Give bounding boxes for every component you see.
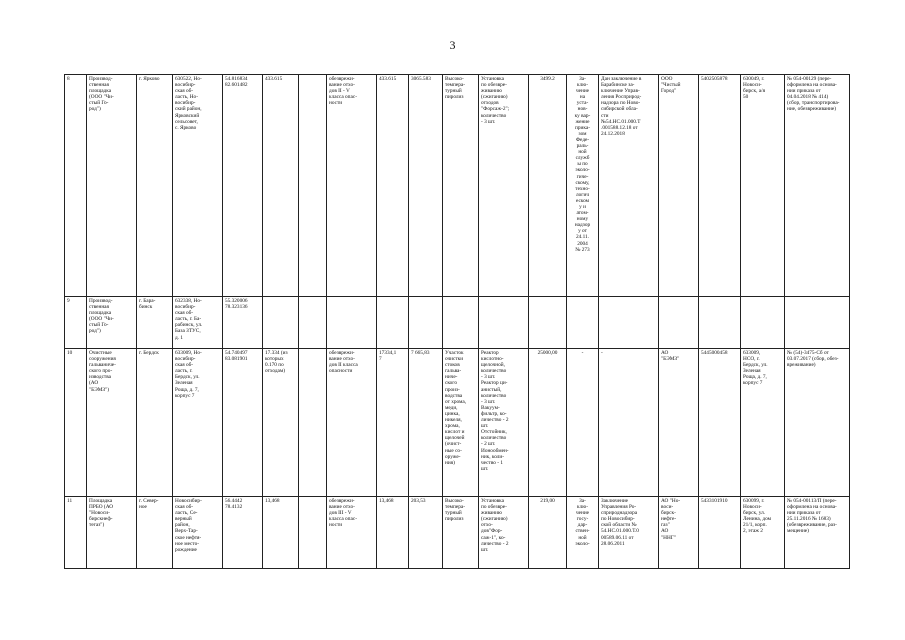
table-cell: - bbox=[599, 349, 659, 497]
table-cell: АО "БЭМЗ" bbox=[659, 349, 699, 497]
table-cell: 17.334 (из которых 0.170 по отходам) bbox=[263, 349, 299, 497]
table-cell: 5433101910 bbox=[699, 497, 741, 569]
table-cell bbox=[299, 297, 327, 349]
table-cell bbox=[567, 297, 599, 349]
facilities-table bbox=[64, 74, 850, 569]
table-cell bbox=[529, 297, 567, 349]
table-row bbox=[65, 75, 850, 297]
table-cell bbox=[263, 297, 299, 349]
table-cell bbox=[785, 297, 850, 349]
table-cell bbox=[409, 297, 443, 349]
table-cell: Площадка ПРБО (АО "Новоси- бирскнеф- тегаз") bbox=[87, 497, 137, 569]
table-cell bbox=[659, 297, 699, 349]
table-cell bbox=[443, 297, 479, 349]
table-cell: Высоко- темпера- турный пиролиз bbox=[443, 75, 479, 297]
table-cell: Высоко- темпера- турный пиролиз bbox=[443, 497, 479, 569]
table-cell: 13,468 bbox=[263, 497, 299, 569]
table-cell: Производ- ственная площадка (ООО "Чи- стый Го- род") bbox=[87, 297, 137, 349]
table-cell: Установка по обезвре- живанию (сжиганию) отходов "Форсаж-2"; количество - 3 шт. bbox=[479, 75, 529, 297]
table-cell: Установка по обезвре- живанию (сжиганию) отхо- дов"Фор- саж-1", ко- личество - 2 шт. bbox=[479, 497, 529, 569]
table-cell: г. Бара- бинск bbox=[137, 297, 173, 349]
table-cell: 5445000458 bbox=[699, 349, 741, 497]
table-cell: ООО "Чистый Город" bbox=[659, 75, 699, 297]
table-cell: За- клю- чение госу- дар- ствен- ной эколо- bbox=[567, 497, 599, 569]
table-cell: 11 bbox=[65, 497, 87, 569]
table-cell: № 054-00113/П (пере- оформлена на основа- нии приказа от 25.11.2016 № 1683) (обезвреживание, раз- мещение) bbox=[785, 497, 850, 569]
table-cell bbox=[299, 75, 327, 297]
table-cell: обезврежи- вание отхо- дов II класса опасности bbox=[327, 349, 377, 497]
table-cell: АО "Но- воси- бирск- нефте- газ" АО "ННГ" bbox=[659, 497, 699, 569]
table-cell bbox=[599, 297, 659, 349]
table-cell: г. Ярково bbox=[137, 75, 173, 297]
table-cell: 54.740497 83.081901 bbox=[223, 349, 263, 497]
table-cell bbox=[741, 297, 785, 349]
table-cell bbox=[299, 349, 327, 497]
table-cell: 3065.583 bbox=[409, 75, 443, 297]
table-row bbox=[65, 497, 850, 569]
table-cell: 9 bbox=[65, 297, 87, 349]
table-cell: 633009, Но- восибир- ская об- ласть, г. Бердск, ул. Зеленая Роща, д. 7, корпус 7 bbox=[173, 349, 223, 497]
table-row bbox=[65, 349, 850, 497]
table-cell: Производ- ственная площадка (ООО "Чи- стый Го- род") bbox=[87, 75, 137, 297]
table-cell: 203,53 bbox=[409, 497, 443, 569]
table-cell: № (54)-3475-Сб от 03.07.2017 (сбор, обез- вреживание) bbox=[785, 349, 850, 497]
table-cell: 3499.2 bbox=[529, 75, 567, 297]
table-cell: Заключение Управления Ро- сприроднадзора по Новосибир- ской области № 54.НС.01.000.Т.0 00589.06.11 от 28.06.2011 bbox=[599, 497, 659, 569]
table-cell: 630522, Но- восибир- ская об- ласть, Но- восибир- ский район, Ярковский сельсовет, с. Ярково bbox=[173, 75, 223, 297]
table-cell: 630049, г. Новоси- бирск, а/я 50 bbox=[741, 75, 785, 297]
table-cell: 54.816834 82.601482 bbox=[223, 75, 263, 297]
table-cell: 433.615 bbox=[377, 75, 409, 297]
table-cell: Реактор кислотно- щелочной, количество - 3 шт. Реактор ци- анистый, количество - 3 шт. Вакуум- фильтр, ко- личество - 2 шт. Отстойник, количество - 2 шт. Ионообмен- ник, коли- чество - 1 шт. bbox=[479, 349, 529, 497]
table-cell: 25000,00 bbox=[529, 349, 567, 497]
page-number: 3 bbox=[449, 38, 456, 52]
table-cell: 630099, г. Новоси- бирск, ул. Ленина, дом 21/1, корп. 2, этаж 2 bbox=[741, 497, 785, 569]
table-cell: обезврежи- вание отхо- дов II - V класса опас- ности bbox=[327, 75, 377, 297]
table-cell: 17334,1 7 bbox=[377, 349, 409, 497]
table-cell: № 054-00129 (пере- оформлена на основа- нии приказа от 04.04.2018 № 414) (сбор, транспортирова- ние, обезвреживание) bbox=[785, 75, 850, 297]
table-cell: 632338, Но- восибир- ская об- ласть, г. Ба- рабинск, ул. База ЗТУС, д. 1 bbox=[173, 297, 223, 349]
table-cell: 7 665,83 bbox=[409, 349, 443, 497]
table-cell bbox=[327, 297, 377, 349]
table-row bbox=[65, 297, 850, 349]
table-cell: - bbox=[567, 349, 599, 497]
table-cell: 5402505878 bbox=[699, 75, 741, 297]
table-cell bbox=[699, 297, 741, 349]
table-cell: 633009, НСО, г. Бердск, ул. Зеленая Роща, д. 7, корпус 7 bbox=[741, 349, 785, 497]
table-cell: 433.615 bbox=[263, 75, 299, 297]
table-cell: 56.4442 78.4132 bbox=[223, 497, 263, 569]
table-cell bbox=[299, 497, 327, 569]
table-cell: 55.320006 78.323136 bbox=[223, 297, 263, 349]
table-cell: Новосибир- ская об- ласть, Се- верный район, Верх-Тар- ское нефтя- ное место- рождение bbox=[173, 497, 223, 569]
table-cell: 13,468 bbox=[377, 497, 409, 569]
table-cell: За- клю- чение на уста- нов- ку вар- жение прика- зом Феде- раль- ной служб ы по эколо- гиче- скому, техно- логич еском у и атом- ному надзор у от 24.11. 2004 № 273 bbox=[567, 75, 599, 297]
table-cell: г. Бердск bbox=[137, 349, 173, 497]
table-cell bbox=[479, 297, 529, 349]
table-cell: Очистные сооружения гальваниче- ского про- изводства (АО "БЭМЗ") bbox=[87, 349, 137, 497]
table-cell: г. Север- ное bbox=[137, 497, 173, 569]
table-cell: 219,00 bbox=[529, 497, 567, 569]
table-cell: Участок очистки стоков гальва- ниче- ского произ- водства от хрома, меди, цинка, никеля, хрома, кислот и щелочей (очист- ные со- оруже- ния) bbox=[443, 349, 479, 497]
table-cell: 10 bbox=[65, 349, 87, 497]
table-cell: Дан заключение в Барабинске за- ключение Управ- ления Росприрод- надзора по Ново- сибирской обла- сти №54.НС.01.000.Т .001588.12.18 от 24.12.2018 bbox=[599, 75, 659, 297]
table-cell: 8 bbox=[65, 75, 87, 297]
table-cell bbox=[377, 297, 409, 349]
table-cell: обезврежи- вание отхо- дов III - V класса опас- ности bbox=[327, 497, 377, 569]
